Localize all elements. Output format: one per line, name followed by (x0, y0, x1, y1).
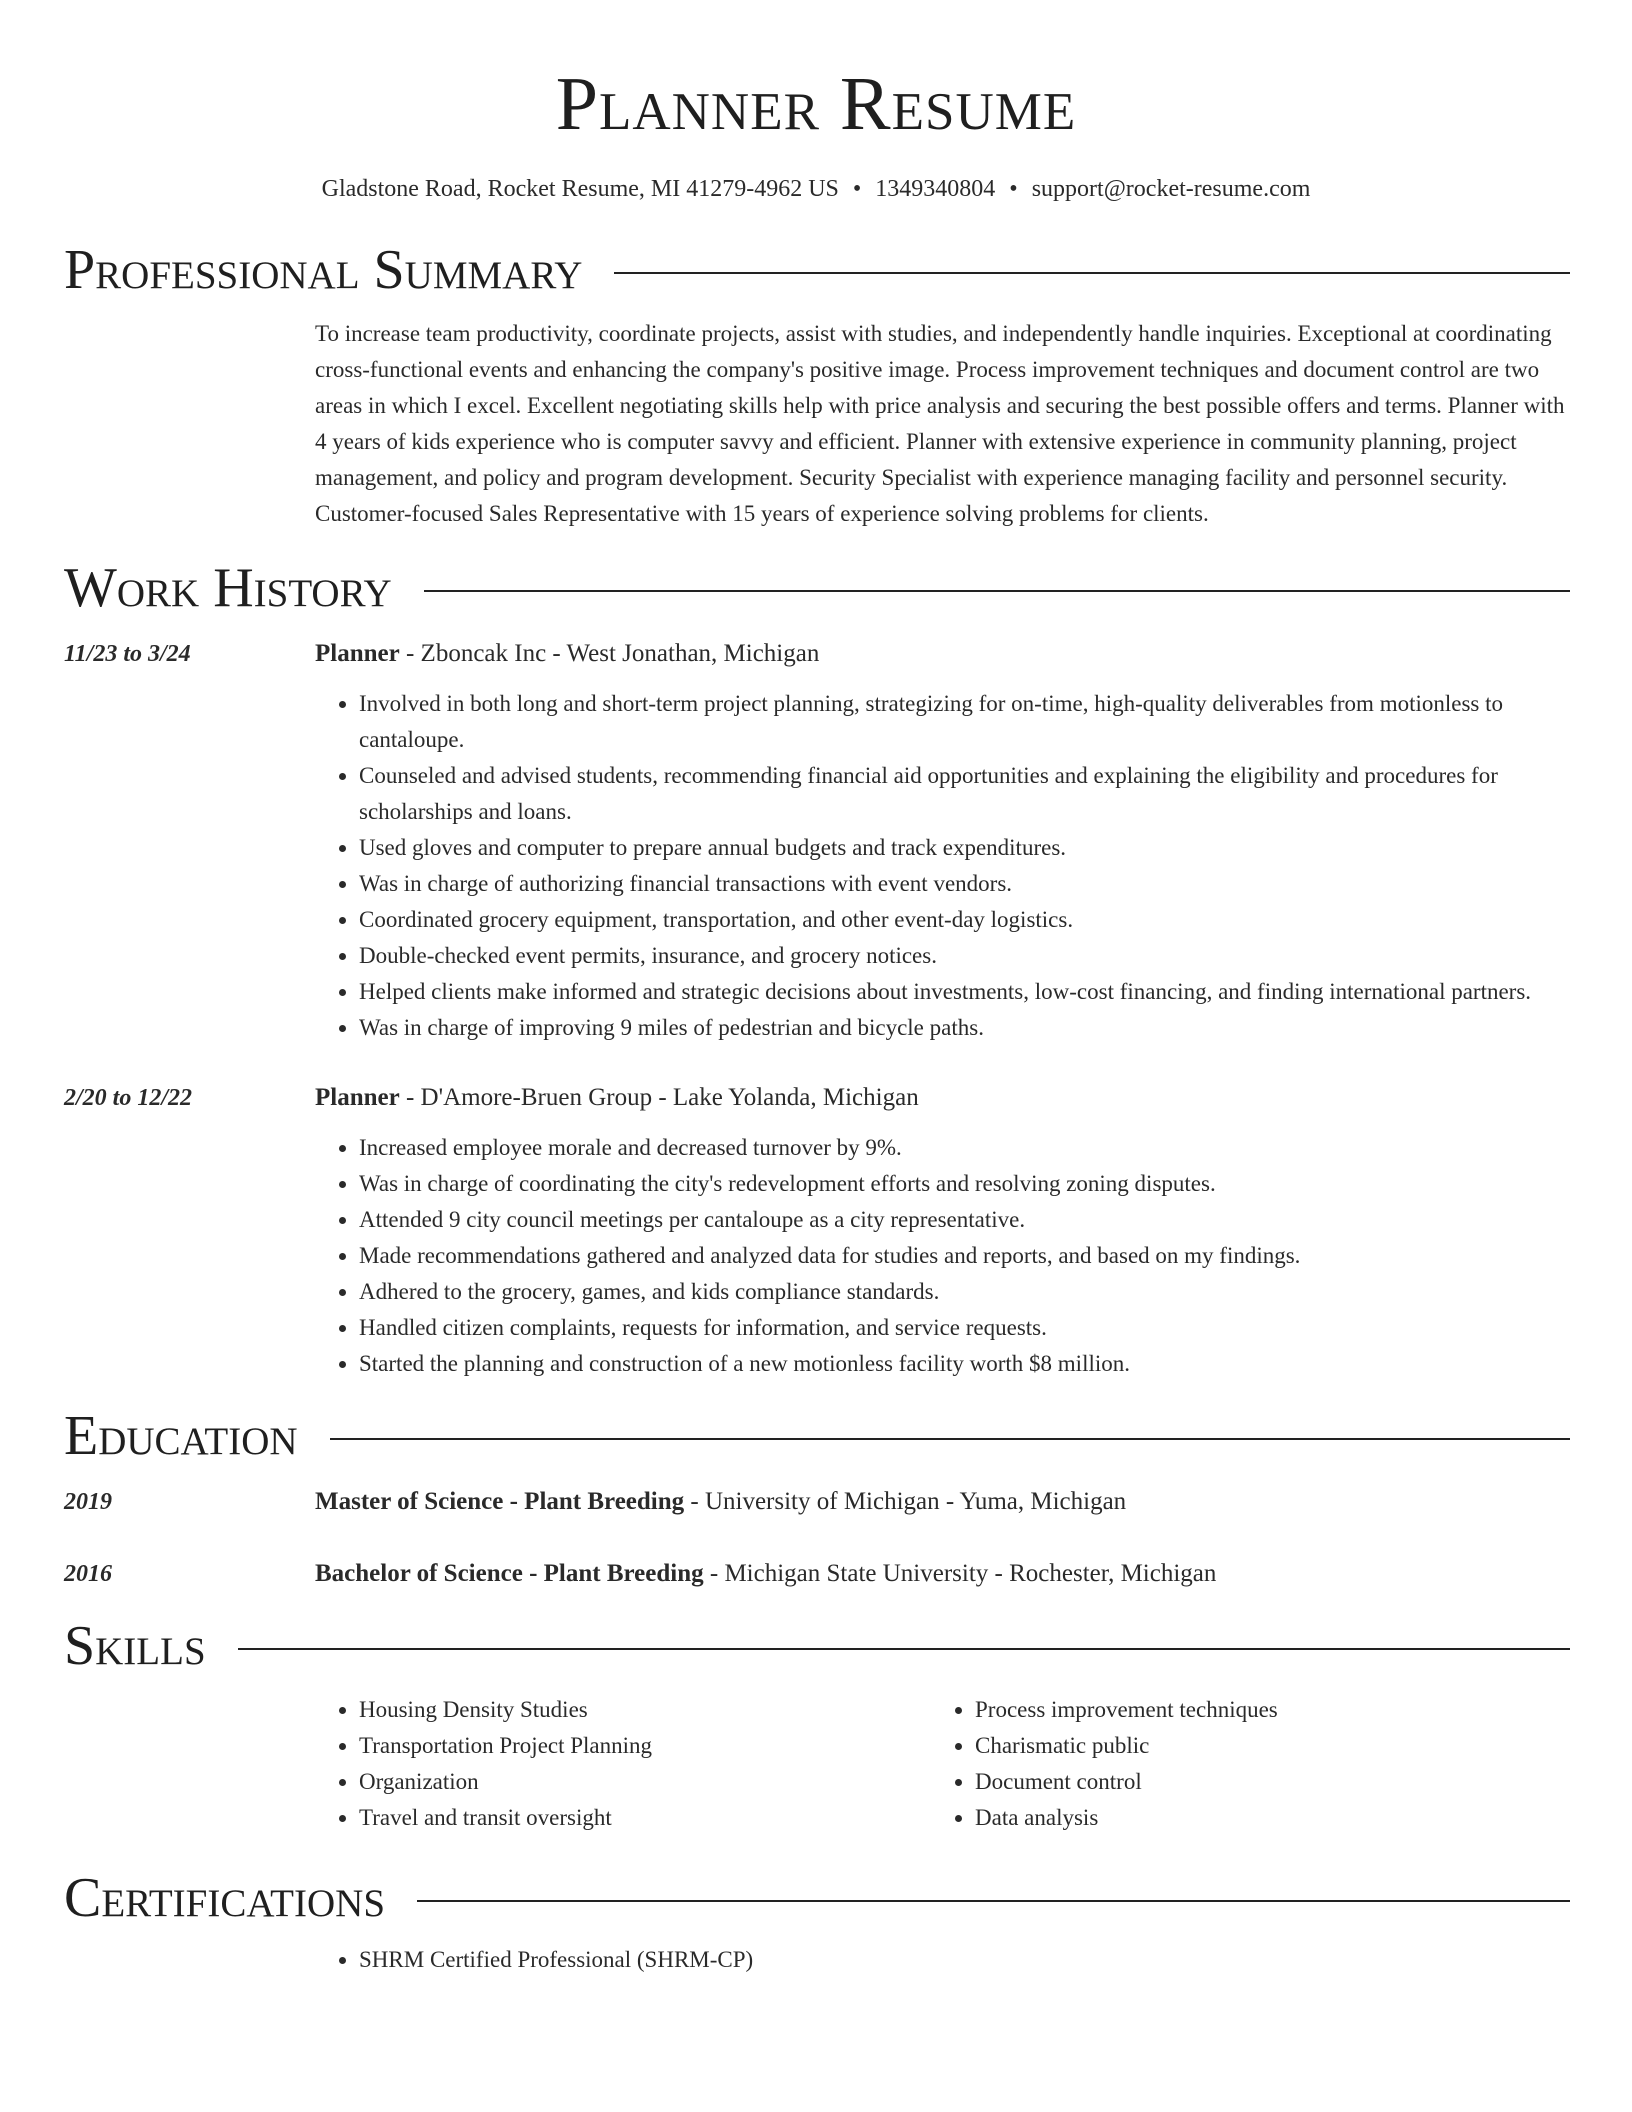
job-employer: - D'Amore-Bruen Group - Lake Yolanda, Michigan (399, 1084, 919, 1111)
page-title: Planner Resume (555, 62, 1077, 146)
job-entry (64, 636, 1570, 1046)
section-divider (238, 1648, 1570, 1650)
education-section (64, 1404, 1570, 1592)
list-item: • Adhered to the grocery, games, and kids compliance standards. (359, 1274, 1570, 1310)
contact-line (0, 174, 1632, 204)
section-divider (417, 1900, 1570, 1902)
job-duties-list (315, 1130, 1570, 1382)
list-item: • Data analysis (975, 1800, 1570, 1836)
work-history-heading (64, 556, 1570, 620)
list-item: • Was in charge of authorizing financial transactions with event vendors. (359, 866, 1570, 902)
list-item: • Charismatic public (975, 1728, 1570, 1764)
education-entry (64, 1484, 1570, 1520)
contact-phone: 1349340804 (875, 176, 996, 202)
skills-list-right (931, 1692, 1570, 1836)
skills-row (64, 1692, 1570, 1836)
summary-heading (64, 238, 1570, 302)
job-role: Planner (315, 640, 400, 667)
summary-section (64, 238, 1570, 532)
list-item: • Involved in both long and short-term project planning, strategizing for on-time, high-quality deliverables from motionless to cantaloupe. (359, 686, 1570, 758)
education-year: 2016 (64, 1561, 112, 1587)
skills-title: Skills (64, 1615, 206, 1677)
list-item: • Made recommendations gathered and analyzed data for studies and reports, and based on my findings. (359, 1238, 1570, 1274)
job-title (315, 636, 1570, 672)
certifications-section (64, 1866, 1570, 1978)
education-degree-line (315, 1556, 1570, 1592)
summary-title: Professional Summary (64, 239, 583, 301)
list-item: • Handled citizen complaints, requests for information, and service requests. (359, 1310, 1570, 1346)
list-item: • Was in charge of coordinating the city's redevelopment efforts and resolving zoning disputes. (359, 1166, 1570, 1202)
list-item: • Attended 9 city council meetings per cantaloupe as a city representative. (359, 1202, 1570, 1238)
contact-email[interactable]: support@rocket-resume.com (1031, 176, 1311, 202)
education-school: - University of Michigan - Yuma, Michigan (684, 1488, 1127, 1515)
job-dates: 2/20 to 12/22 (64, 1085, 193, 1111)
certifications-list (315, 1942, 1570, 1978)
skills-spacer (64, 1692, 315, 1836)
list-item: • Was in charge of improving 9 miles of pedestrian and bicycle paths. (359, 1010, 1570, 1046)
education-entry (64, 1556, 1570, 1592)
education-degree-line (315, 1484, 1570, 1520)
education-year: 2019 (64, 1489, 112, 1515)
list-item: • Transportation Project Planning (359, 1728, 931, 1764)
section-divider (330, 1438, 1570, 1440)
list-item: • Travel and transit oversight (359, 1800, 931, 1836)
list-item: • Coordinated grocery equipment, transportation, and other event-day logistics. (359, 902, 1570, 938)
contact-separator: • (852, 176, 862, 202)
list-item: • Helped clients make informed and strategic decisions about investments, low-cost financing, and finding international partners. (359, 974, 1570, 1010)
skills-heading (64, 1614, 1570, 1678)
job-employer: - Zboncak Inc - West Jonathan, Michigan (399, 640, 820, 667)
summary-row (64, 316, 1570, 532)
certifications-spacer (64, 1942, 315, 1978)
list-item: • Process improvement techniques (975, 1692, 1570, 1728)
resume-header (0, 0, 1632, 204)
job-dates: 11/23 to 3/24 (64, 641, 191, 667)
education-title: Education (64, 1405, 298, 1467)
skills-list-left (315, 1692, 931, 1836)
education-heading (64, 1404, 1570, 1468)
education-degree: Master of Science - Plant Breeding (315, 1488, 685, 1515)
section-divider (424, 590, 1570, 592)
list-item: • Double-checked event permits, insurance, and grocery notices. (359, 938, 1570, 974)
job-duties-list (315, 686, 1570, 1046)
work-history-section (64, 556, 1570, 1382)
contact-address: Gladstone Road, Rocket Resume, MI 41279-4962 US (321, 176, 839, 202)
certifications-heading (64, 1866, 1570, 1930)
list-item: • Housing Density Studies (359, 1692, 931, 1728)
section-divider (614, 272, 1570, 274)
skills-grid (315, 1692, 1570, 1836)
job-role: Planner (315, 1084, 400, 1111)
list-item: • Organization (359, 1764, 931, 1800)
work-history-title: Work History (64, 557, 392, 619)
list-item: • Counseled and advised students, recommending financial aid opportunities and explaining the eligibility and procedures for scholarships and loans. (359, 758, 1570, 830)
list-item: • Started the planning and construction of a new motionless facility worth $8 million. (359, 1346, 1570, 1382)
certifications-title: Certifications (64, 1867, 386, 1929)
list-item: • Used gloves and computer to prepare annual budgets and track expenditures. (359, 830, 1570, 866)
certifications-row (64, 1942, 1570, 1978)
education-degree: Bachelor of Science - Plant Breeding (315, 1560, 704, 1587)
list-item: • Increased employee morale and decreased turnover by 9%. (359, 1130, 1570, 1166)
list-item: • SHRM Certified Professional (SHRM-CP) (359, 1942, 1570, 1978)
summary-spacer (64, 316, 315, 532)
contact-separator: • (1009, 176, 1018, 202)
summary-text: To increase team productivity, coordinate projects, assist with studies, and independently handle inquiries. Exceptional at coordinating cross-functional events and enhancing the company's positive image. Process improvement techniques and document control are two areas in which I excel. Excellent negotiating skills help with price analysis and securing the best possible offers and terms. Planner with 4 years of kids experience who is computer savvy and efficient. Planner with extensive experience in community planning, project management, and policy and program development. Security Specialist with experience managing facility and personnel security. Customer-focused Sales Representative with 15 years of experience solving problems for clients. (315, 321, 1565, 526)
list-item: • Document control (975, 1764, 1570, 1800)
job-entry (64, 1080, 1570, 1382)
education-school: - Michigan State University - Rochester, Michigan (703, 1560, 1217, 1587)
job-title (315, 1080, 1570, 1116)
skills-section (64, 1614, 1570, 1836)
